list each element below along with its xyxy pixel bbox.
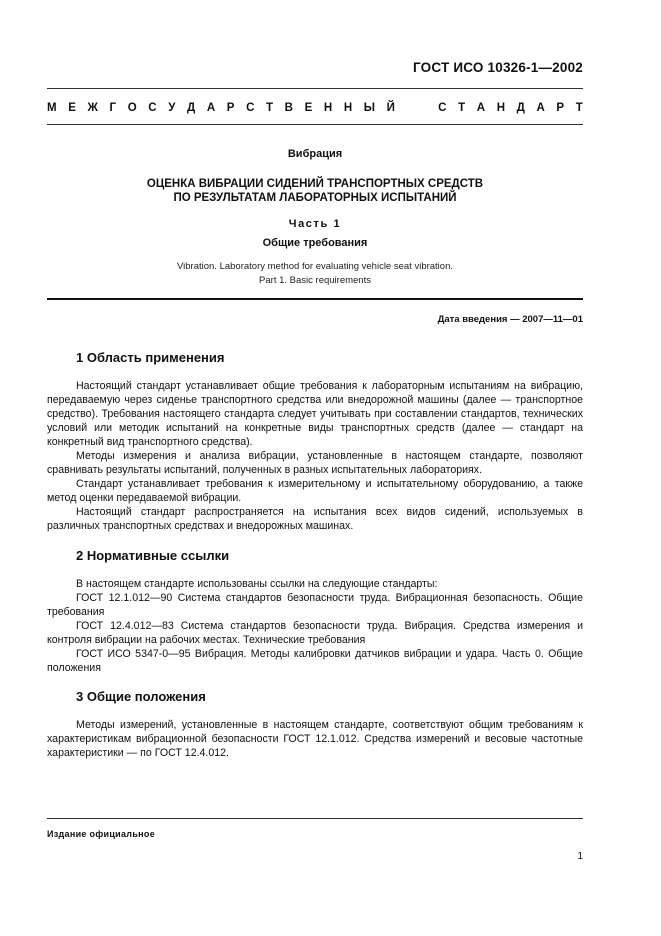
banner-letter: С: [246, 102, 255, 114]
footer-divider: [47, 818, 583, 819]
section-3-paragraph-1: Методы измерений, установленные в настоящем стандарте, соответствуют общим требованиям к характеристикам вибрационной безопасности ГОСТ 12.1.012. Средства измерений и весовые частотные характеристики — по ГОСТ 12.4.012.: [47, 719, 583, 760]
section-2-intro: В настоящем стандарте использованы ссылки на следующие стандарты:: [76, 578, 438, 590]
banner-letter: О: [127, 102, 137, 114]
title-line-2: ПО РЕЗУЛЬТАТАМ ЛАБОРАТОРНЫХ ИСПЫТАНИЙ: [173, 192, 457, 204]
document-title: [47, 177, 583, 205]
page-number: 1: [577, 851, 583, 862]
banner-letter: Р: [226, 102, 235, 114]
interstate-standard-banner: [47, 102, 583, 114]
part-number: Часть 1: [288, 218, 342, 230]
section-3-heading: 3 Общие положения: [76, 689, 206, 704]
document-code: ГОСТ ИСО 10326-1—2002: [412, 60, 583, 75]
banner-letter: Т: [458, 102, 466, 114]
banner-letter: Е: [304, 102, 313, 114]
banner-letter: Д: [187, 102, 196, 114]
banner-letter: Н: [323, 102, 333, 114]
introduction-date: Дата введения — 2007—11—01: [437, 314, 583, 325]
section-1-paragraph-4: Настоящий стандарт распространяется на испытания всех видов сидений, используемых в различных транспортных средствах и внедорожных машинах.: [47, 506, 583, 533]
banner-letter: Р: [556, 102, 565, 114]
banner-letter: А: [476, 102, 486, 114]
banner-word-gap: [407, 102, 427, 114]
banner-letter: Н: [343, 102, 353, 114]
banner-letter: Ы: [363, 102, 376, 114]
subject-heading: Вибрация: [287, 148, 343, 160]
section-1-paragraph-3: Стандарт устанавливает требования к измерительному и испытательному оборудованию, а также метод оценки передаваемой вибрации.: [47, 478, 583, 505]
top-divider: [47, 88, 583, 89]
english-title-line-1: Vibration. Laboratory method for evaluating vehicle seat vibration.: [176, 261, 453, 272]
section-1-paragraph-2: Методы измерения и анализа вибрации, установленные в настоящем стандарте, позволяют сравнивать результаты испытаний, полученных в разных испытательных лабораториях.: [47, 450, 583, 477]
banner-letter: В: [284, 102, 293, 114]
banner-letter: Й: [386, 102, 395, 114]
section-1-heading: 1 Область применения: [76, 350, 225, 365]
banner-letter: У: [168, 102, 176, 114]
title-line-1: ОЦЕНКА ВИБРАЦИИ СИДЕНИЙ ТРАНСПОРТНЫХ СРЕДСТВ: [146, 178, 484, 190]
banner-letter: Д: [516, 102, 525, 114]
reference-item: ГОСТ 12.1.012—90 Система стандартов безопасности труда. Вибрационная безопасность. Общие требования: [47, 592, 583, 619]
banner-letter: Ж: [87, 102, 98, 114]
part-title: Общие требования: [262, 237, 368, 249]
banner-letter: Т: [266, 102, 274, 114]
section-2-heading: 2 Нормативные ссылки: [76, 548, 230, 563]
banner-letter: Г: [109, 102, 117, 114]
banner-letter: Е: [68, 102, 76, 114]
banner-letter: С: [438, 102, 447, 114]
banner-letter: Т: [575, 102, 583, 114]
banner-letter: А: [536, 102, 545, 114]
reference-item: ГОСТ 12.4.012—83 Система стандартов безопасности труда. Вибрация. Средства измерения и контроля вибрации на рабочих местах. Технические требования: [47, 620, 583, 647]
reference-item: ГОСТ ИСО 5347-0—95 Вибрация. Методы калибровки датчиков вибрации и удара. Часть 0. Общие положения: [47, 648, 583, 675]
banner-divider: [47, 124, 583, 125]
section-1-paragraph-1: Настоящий стандарт устанавливает общие требования к лабораторным испытаниям на вибрацию, передаваемую через сиденье транспортного средства или внедорожной машины (далее — транспортное средство). Требования настоящего стандарта следует учитывать при составлении стандартов, технических условий или методик испытаний на конкретные виды транспортных средств (далее — стандарт на конкретный вид транспортного средства).: [47, 380, 583, 449]
banner-letter: Н: [496, 102, 506, 114]
banner-letter: А: [206, 102, 216, 114]
title-block-divider: [47, 298, 583, 300]
banner-letter: С: [148, 102, 157, 114]
english-title-line-2: Part 1. Basic requirements: [259, 274, 371, 286]
official-edition-label: Издание официальное: [47, 829, 156, 839]
english-title: [47, 260, 583, 287]
banner-letter: М: [47, 102, 57, 114]
